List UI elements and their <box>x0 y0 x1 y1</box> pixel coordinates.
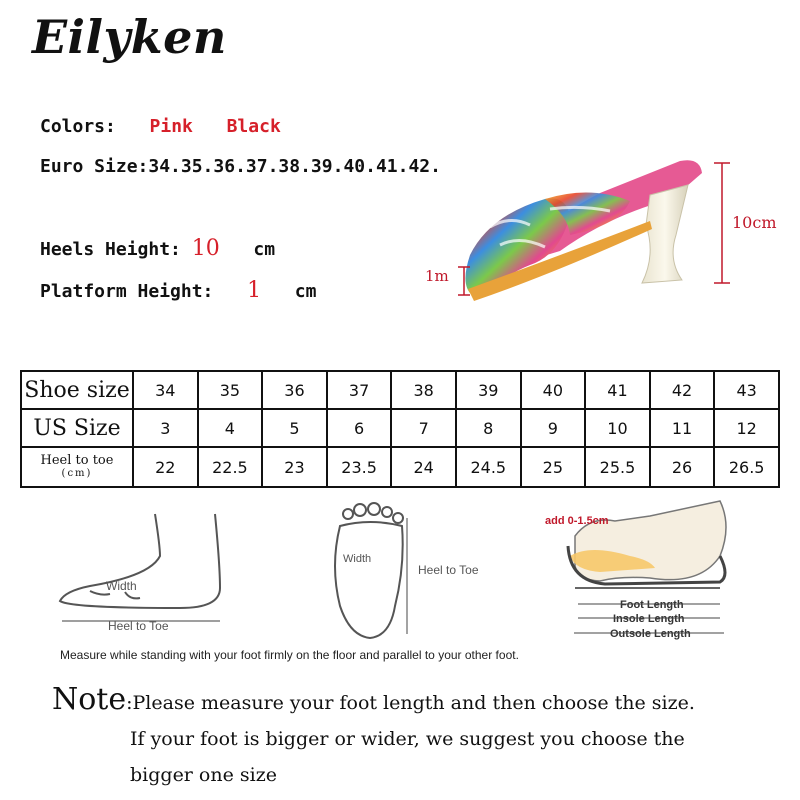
colors-row <box>40 116 281 137</box>
color-option-black: Black <box>226 116 281 137</box>
note-line-2: If your foot is bigger or wider, we suggest you choose the <box>130 728 685 750</box>
heel-height-row <box>40 236 275 261</box>
table-row-shoe-size <box>21 371 779 409</box>
row-header <box>21 447 133 487</box>
top-foot-diagram <box>335 503 403 638</box>
add-length-text: add 0-1.5cm <box>545 515 609 527</box>
outsole-length-text: Outsole Length <box>610 628 691 640</box>
heel-to-toe-text-1: Heel to Toe <box>108 619 169 633</box>
table-cell: 6 <box>327 409 392 447</box>
platform-height-label: Platform Height: <box>40 281 214 302</box>
table-cell: 38 <box>391 371 456 409</box>
table-cell: 22 <box>133 447 198 487</box>
heel-height-dimension: 10cm <box>732 213 777 232</box>
table-cell: 25 <box>521 447 586 487</box>
table-cell: 25.5 <box>585 447 650 487</box>
width-text-2: Width <box>343 553 372 565</box>
platform-height-row <box>40 278 316 303</box>
platform-dimension: 1m <box>425 267 449 285</box>
table-cell: 26.5 <box>714 447 779 487</box>
size-chart-table <box>20 370 780 488</box>
platform-height-value: 1 <box>247 278 262 303</box>
table-cell: 36 <box>262 371 327 409</box>
row-header-unit: (cm) <box>61 468 93 480</box>
heel-to-toe-text-2: Heel to Toe <box>418 563 479 577</box>
foot-length-text: Foot Length <box>620 599 684 611</box>
brand-logo: Eilyken <box>32 10 227 64</box>
table-cell: 10 <box>585 409 650 447</box>
measure-caption: Measure while standing with your foot firmly on the floor and parallel to your other foot. <box>60 648 519 662</box>
color-option-pink: Pink <box>149 116 193 137</box>
table-row-us-size <box>21 409 779 447</box>
euro-size-label: Euro Size: <box>40 156 149 177</box>
table-cell: 11 <box>650 409 715 447</box>
width-text-1: Width <box>106 579 137 593</box>
table-cell: 7 <box>391 409 456 447</box>
row-header: US Size <box>21 409 133 447</box>
table-cell: 43 <box>714 371 779 409</box>
note-line-3: bigger one size <box>130 764 277 786</box>
row-header: Shoe size <box>21 371 133 409</box>
table-cell: 3 <box>133 409 198 447</box>
table-cell: 23.5 <box>327 447 392 487</box>
heel-height-unit: cm <box>253 239 276 260</box>
measurement-diagrams <box>30 496 770 666</box>
heel-height-label: Heels Height: <box>40 239 181 260</box>
table-cell: 12 <box>714 409 779 447</box>
table-cell: 37 <box>327 371 392 409</box>
table-cell: 34 <box>133 371 198 409</box>
table-cell: 26 <box>650 447 715 487</box>
dimension-lines <box>450 155 750 325</box>
note-label: Note <box>52 682 127 717</box>
euro-size-values: 34.35.36.37.38.39.40.41.42. <box>148 156 441 177</box>
heel-height-value: 10 <box>191 236 220 261</box>
table-cell: 4 <box>198 409 263 447</box>
row-header-label: Heel to toe <box>40 453 114 469</box>
table-row-heel-to-toe <box>21 447 779 487</box>
side-foot-diagram <box>60 514 220 608</box>
table-cell: 35 <box>198 371 263 409</box>
table-cell: 24.5 <box>456 447 521 487</box>
insole-length-text: Insole Length <box>613 613 685 625</box>
euro-size-row <box>40 156 441 177</box>
table-cell: 8 <box>456 409 521 447</box>
table-cell: 24 <box>391 447 456 487</box>
table-cell: 42 <box>650 371 715 409</box>
note-block <box>52 682 772 793</box>
table-cell: 23 <box>262 447 327 487</box>
table-cell: 39 <box>456 371 521 409</box>
table-cell: 40 <box>521 371 586 409</box>
table-cell: 5 <box>262 409 327 447</box>
table-cell: 9 <box>521 409 586 447</box>
table-cell: 41 <box>585 371 650 409</box>
colors-label: Colors: <box>40 116 116 137</box>
note-line-1: :Please measure your foot length and then choose the size. <box>126 692 695 714</box>
table-cell: 22.5 <box>198 447 263 487</box>
platform-height-unit: cm <box>294 281 317 302</box>
